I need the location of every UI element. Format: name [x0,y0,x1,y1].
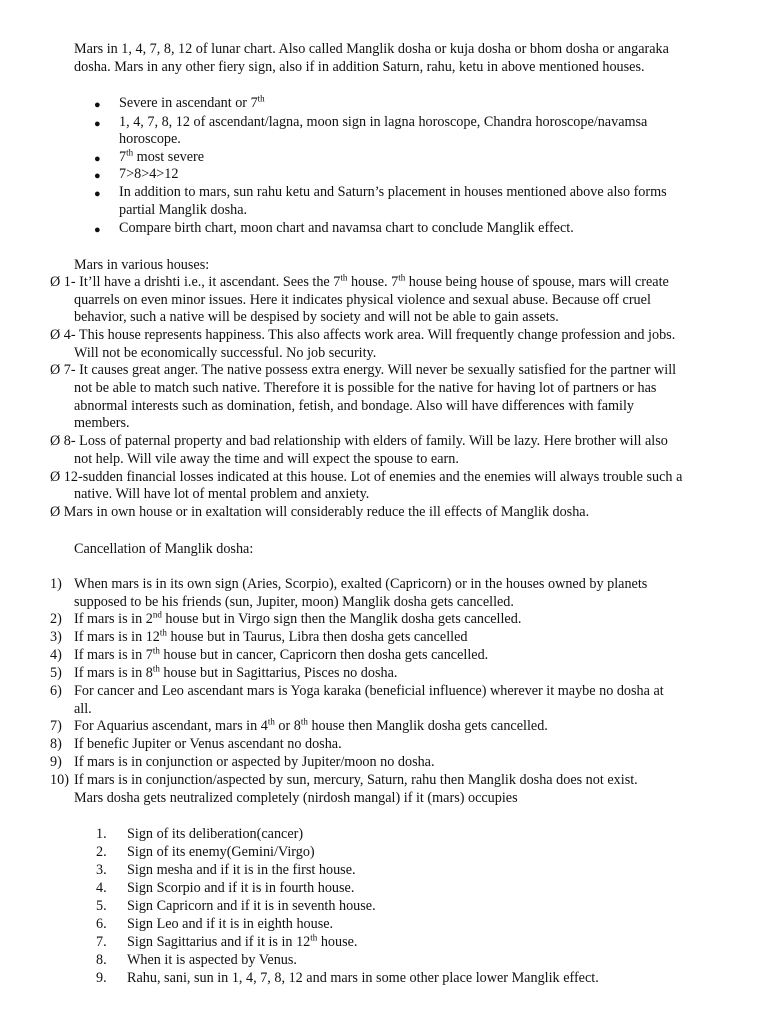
arrow-marker-icon: Ø [50,433,61,449]
list-number: 2. [96,844,107,860]
list-number: 9. [96,970,107,986]
house-item: Ø Mars in own house or in exaltation will considerably reduce the ill effects of Manglik dosha. [50,504,590,520]
bullet-item: 7>8>4>12 [119,166,179,182]
bullet-dot-icon: ● [94,224,101,236]
cancellation-item: For Aquarius ascendant, mars in 4th or 8th house then Manglik dosha gets cancelled. [74,716,548,734]
section-heading: Cancellation of Manglik dosha: [74,541,254,557]
cancellation-item: If benefic Jupiter or Venus ascendant no dosha. [74,736,342,752]
list-item: Sign Capricorn and if it is in seventh house. [127,898,376,914]
intro-line-2: dosha. Mars in any other fiery sign, also if in addition Saturn, rahu, ketu in above mentioned houses. [74,59,645,75]
arrow-marker-icon: Ø [50,469,61,485]
arrow-marker-icon: Ø [50,362,61,378]
bullet-item: Compare birth chart, moon chart and navamsa chart to conclude Manglik effect. [119,220,574,236]
bullet-dot-icon: ● [94,99,101,111]
list-number: 1. [96,826,107,842]
list-item: Sign of its deliberation(cancer) [127,826,304,842]
cancellation-item-cont: all. [74,701,92,717]
house-item-cont: Will not be economically successful. No job security. [74,345,377,361]
bullet-item: Severe in ascendant or 7th [119,93,265,111]
cancellation-item: If mars is in conjunction or aspected by Jupiter/moon no dosha. [74,754,435,770]
list-number: 8. [96,952,107,968]
house-item: Ø 7- It causes great anger. The native possess extra energy. Will never be sexually satisfied for the partner will [50,362,677,378]
cancellation-item: When mars is in its own sign (Aries, Scorpio), exalted (Capricorn) or in the houses owned by planets [74,576,648,592]
house-item: Ø 1- It’ll have a drishti i.e., it ascendant. Sees the 7th house. 7th house being house of spouse, mars will create [50,272,669,290]
list-number: 3. [96,862,107,878]
neutralized-intro: Mars dosha gets neutralized completely (nirdosh mangal) if it (mars) occupies [74,790,518,806]
arrow-marker-icon: Ø [50,274,61,290]
list-item: Sign mesha and if it is in the first house. [127,862,356,878]
list-number: 2) [50,611,62,627]
bullet-dot-icon: ● [94,118,101,130]
cancellation-item: If mars is in 12th house but in Taurus, Libra then dosha gets cancelled [74,627,468,645]
house-item: Ø 12-sudden financial losses indicated at this house. Lot of enemies and the enemies will always trouble such a [50,469,683,485]
bullet-dot-icon: ● [94,170,101,182]
list-number: 1) [50,576,62,592]
list-item: When it is aspected by Venus. [127,952,297,968]
bullet-item: 1, 4, 7, 8, 12 of ascendant/lagna, moon sign in lagna horoscope, Chandra horoscope/navamsa [119,114,648,130]
list-number: 3) [50,629,62,645]
arrow-marker-icon: Ø [50,504,61,520]
list-number: 9) [50,754,62,770]
bullet-dot-icon: ● [94,153,101,165]
cancellation-item: If mars is in conjunction/aspected by sun, mercury, Saturn, rahu then Manglik dosha does not exist. [74,772,638,788]
house-item-cont: behavior, such a native will be despised by society and will not be able to gain assets. [74,309,559,325]
house-item-cont: not help. Will vile away the time and will expect the spouse to earn. [74,451,459,467]
house-item: Ø 4- This house represents happiness. This also affects work area. Will frequently change profession and jobs. [50,327,676,343]
list-item: Sign Leo and if it is in eighth house. [127,916,334,932]
house-item: Ø 8- Loss of paternal property and bad relationship with elders of family. Will be lazy. Here brother will also [50,433,668,449]
list-number: 10) [50,772,69,788]
arrow-marker-icon: Ø [50,327,61,343]
section-heading: Mars in various houses: [74,257,210,273]
list-number: 4. [96,880,107,896]
house-item-cont: abnormal interests such as domination, fetish, and bondage. Also will have differences with family [74,398,635,414]
house-item-cont: not be able to match such native. Therefore it is possible for the native for having lot of partners or has [74,380,657,396]
list-number: 7. [96,934,107,950]
house-item-cont: quarrels on even minor issues. Here it indicates physical violence and sexual abuse. Because off cruel [74,292,651,308]
house-item-cont: native. Will have lot of mental problem and anxiety. [74,486,370,502]
list-number: 8) [50,736,62,752]
intro-line-1: Mars in 1, 4, 7, 8, 12 of lunar chart. Also called Manglik dosha or kuja dosha or bhom dosha or angaraka [74,41,669,57]
cancellation-item: If mars is in 7th house but in cancer, Capricorn then dosha gets cancelled. [74,645,489,663]
bullet-item: 7th most severe [119,147,205,165]
house-item-cont: members. [74,415,130,431]
list-item: Sign Scorpio and if it is in fourth house. [127,880,355,896]
bullet-item-cont: horoscope. [119,131,181,147]
list-item: Rahu, sani, sun in 1, 4, 7, 8, 12 and mars in some other place lower Manglik effect. [127,970,599,986]
bullet-dot-icon: ● [94,188,101,200]
list-number: 7) [50,718,62,734]
bullet-item-cont: partial Manglik dosha. [119,202,248,218]
list-number: 5) [50,665,62,681]
list-number: 6. [96,916,107,932]
list-item: Sign Sagittarius and if it is in 12th house. [127,932,358,950]
list-number: 6) [50,683,62,699]
list-item: Sign of its enemy(Gemini/Virgo) [127,844,315,860]
cancellation-item: If mars is in 8th house but in Sagittarius, Pisces no dosha. [74,663,398,681]
list-number: 4) [50,647,62,663]
cancellation-item: If mars is in 2nd house but in Virgo sign then the Manglik dosha gets cancelled. [74,609,522,627]
list-number: 5. [96,898,107,914]
bullet-item: In addition to mars, sun rahu ketu and Saturn’s placement in houses mentioned above also forms [119,184,667,200]
cancellation-item: For cancer and Leo ascendant mars is Yoga karaka (beneficial influence) wherever it maybe no dosha at [74,683,664,699]
cancellation-item-cont: supposed to be his friends (sun, Jupiter, moon) Manglik dosha gets cancelled. [74,594,514,610]
